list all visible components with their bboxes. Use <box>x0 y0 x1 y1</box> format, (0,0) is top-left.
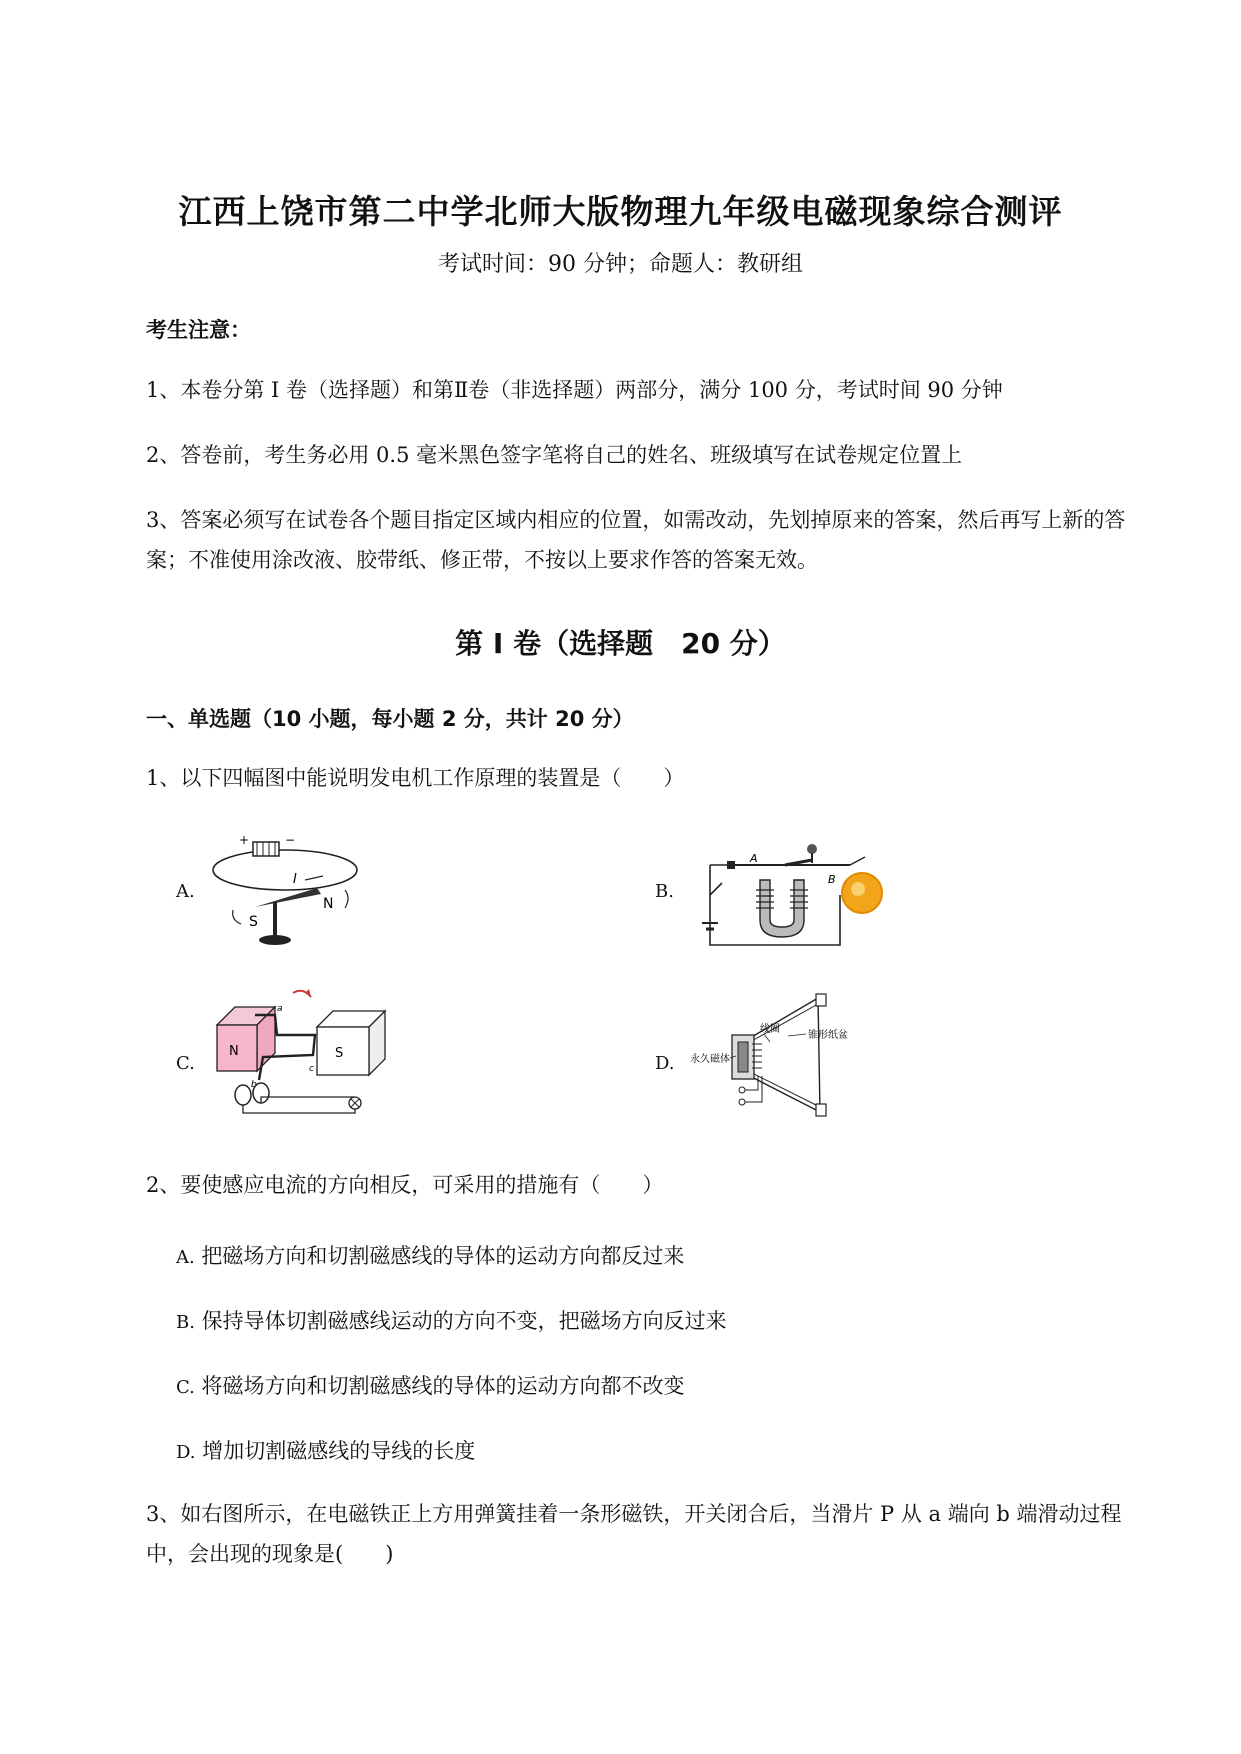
q2-option-d-text: 增加切割磁感线的导线的长度 <box>202 1439 476 1463</box>
label-a: a <box>277 1004 283 1014</box>
label-a: A <box>750 852 758 865</box>
q1-option-b-label: B. <box>655 881 674 902</box>
q2-option-b-text: 保持导体切割磁感线运动的方向不变，把磁场方向反过来 <box>201 1309 727 1333</box>
notice-item-2: 2、答卷前，考生务必用 0.5 毫米黑色签字笔将自己的姓名、班级填写在试卷规定位置上 <box>146 443 963 467</box>
part-title: 一、单选题（10 小题，每小题 2 分，共计 20 分） <box>146 707 634 731</box>
q2-option-a-text: 把磁场方向和切割磁感线的导体的运动方向都反过来 <box>201 1244 685 1268</box>
q1-figure-a <box>205 830 365 950</box>
q2-option-b-label: B. <box>176 1312 195 1333</box>
page-title: 江西上饶市第二中学北师大版物理九年级电磁现象综合测评 <box>178 192 1063 231</box>
question-2-stem: 2、要使感应电流的方向相反，可采用的措施有（ ） <box>146 1173 664 1197</box>
switch-icon <box>710 883 722 895</box>
q1-figure-d <box>690 990 870 1125</box>
q1-figure-c <box>215 985 390 1125</box>
notice-title: 考生注意： <box>146 318 251 342</box>
q1-option-d-label: D. <box>655 1053 675 1074</box>
pole-s-label: S <box>249 914 258 930</box>
question-3-stem: 3、如右图所示，在电磁铁正上方用弹簧挂着一条形磁铁，开关闭合后，当滑片 P 从 a 端向 b 端滑动过程中，会出现的现象是( ) <box>146 1502 1122 1566</box>
cone-label: 锥形纸盆 <box>808 1030 848 1041</box>
magnet-s-label: S <box>335 1046 344 1061</box>
exam-subtitle: 考试时间：90 分钟；命题人：教研组 <box>438 252 803 277</box>
battery-minus-label: − <box>285 833 296 847</box>
label-b: b <box>251 1080 257 1090</box>
q2-option-c[interactable] <box>176 1370 685 1400</box>
coil-label: 线圈 <box>760 1024 780 1035</box>
q1-figure-b <box>700 835 900 950</box>
battery-plus-label: + <box>239 833 250 847</box>
pole-n-label: N <box>323 896 334 912</box>
q1-option-c-label: C. <box>176 1053 195 1074</box>
notice-item-1: 1、本卷分第 I 卷（选择题）和第Ⅱ卷（非选择题）两部分，满分 100 分，考试时间 90 分钟 <box>146 378 1003 402</box>
label-b: B <box>828 873 836 886</box>
section-title: 第 I 卷（选择题 20 分） <box>455 627 786 660</box>
q2-option-d[interactable] <box>176 1435 475 1465</box>
compass-needle-icon <box>255 888 321 907</box>
current-label: I <box>293 872 297 887</box>
q2-option-b[interactable] <box>176 1305 727 1335</box>
q1-option-a-label: A. <box>176 881 195 902</box>
magnet-label: 永久磁体 <box>690 1054 730 1065</box>
q2-option-a[interactable] <box>176 1240 684 1270</box>
q2-option-c-text: 将磁场方向和切割磁感线的导体的运动方向都不改变 <box>201 1374 685 1398</box>
magnet-n-label: N <box>229 1044 239 1059</box>
label-c: c <box>309 1064 314 1074</box>
q2-option-a-label: A. <box>176 1247 195 1268</box>
notice-item-3: 3、答案必须写在试卷各个题目指定区域内相应的位置，如需改动，先划掉原来的答案，然后再写上新的答案；不准使用涂改液、胶带纸、修正带，不按以上要求作答的答案无效。 <box>146 508 1126 572</box>
q2-option-c-label: C. <box>176 1377 195 1398</box>
question-1-stem: 1、以下四幅图中能说明发电机工作原理的装置是（ ） <box>146 766 685 790</box>
q2-option-d-label: D. <box>176 1442 196 1463</box>
